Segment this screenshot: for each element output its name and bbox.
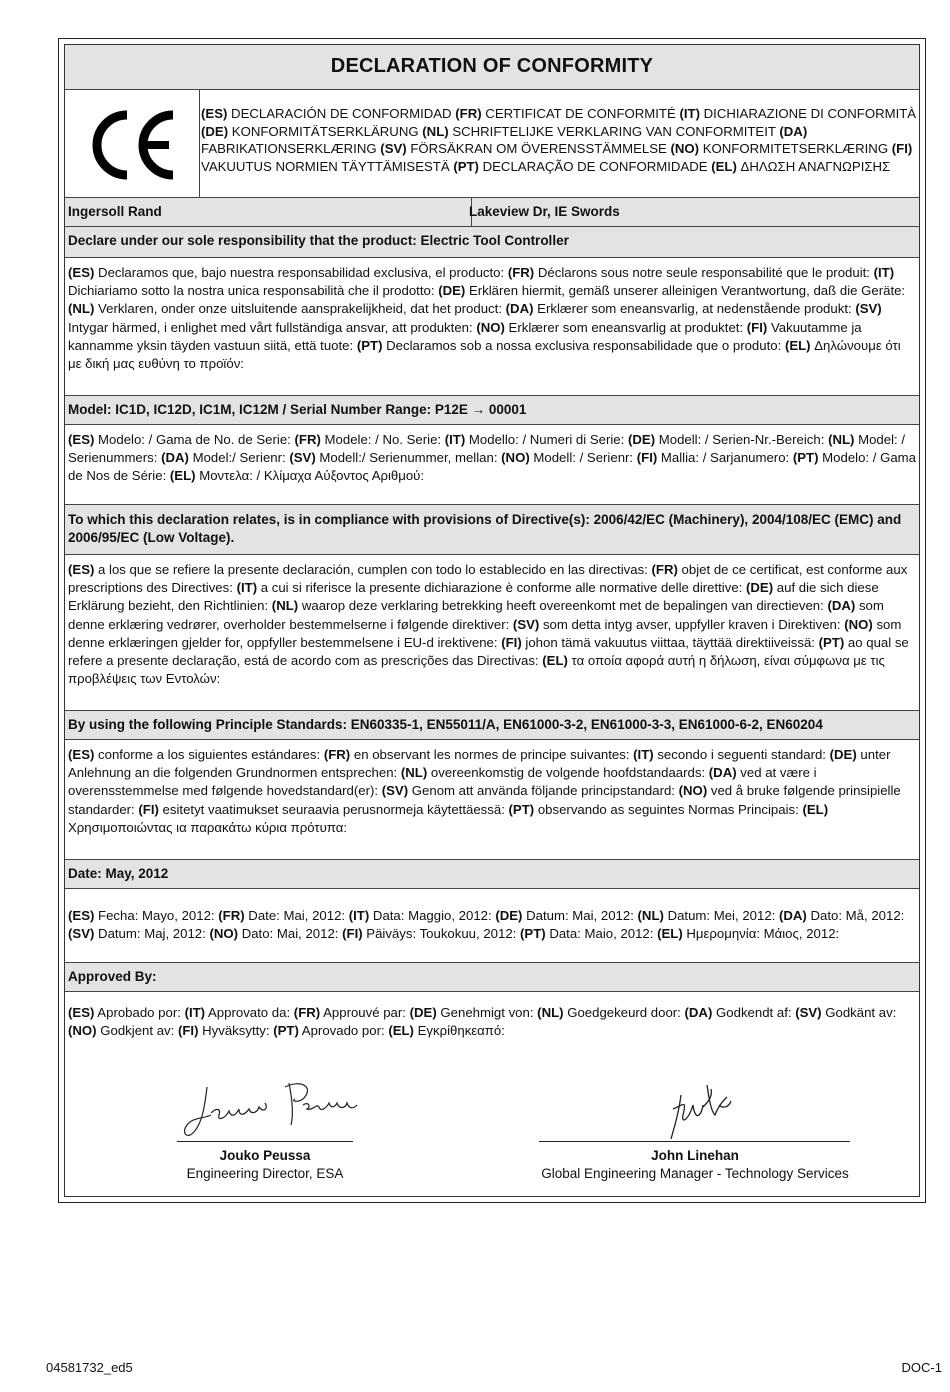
translation-text: Model: / Serienummers: (68, 432, 906, 466)
translation-text: DICHIARAZIONE DI CONFORMITÀ (699, 106, 917, 121)
translation-text: Déclarons sous notre seule responsabilité que le produit: (534, 265, 874, 280)
language-code: (NL) (68, 301, 95, 317)
language-code: (ES) (68, 432, 95, 447)
language-code: (FI) (342, 926, 363, 942)
translation-text: Hyväksytty: (198, 1023, 274, 1039)
translation-text: Fecha: Mayo, 2012: (94, 908, 219, 923)
language-code: (FI) (501, 634, 522, 650)
language-code: (IT) (236, 580, 258, 596)
language-code: (FI) (138, 801, 159, 817)
language-code: (ES) (201, 106, 228, 121)
language-code: (DA) (778, 908, 807, 923)
document-title: DECLARATION OF CONFORMITY (65, 45, 919, 89)
language-code: (PT) (818, 634, 845, 650)
translation-text: Godkendt af: (712, 1005, 796, 1020)
translation-text: Intygar härmed, i enlighet med vårt fullständiga ansvar, att produkten: (68, 319, 477, 335)
language-code: (IT) (444, 432, 466, 447)
signatory-title: Engineering Director, ESA (186, 1166, 344, 1181)
language-code: (DE) (829, 747, 857, 762)
company-row (65, 197, 919, 226)
ce-mark-cell (65, 90, 200, 197)
translation-text: FÖRSÄKRAN OM ÖVERENSSTÄMMELSE (406, 141, 671, 157)
ce-mark-icon (65, 90, 199, 198)
language-code: (NO) (476, 319, 505, 335)
translation-text: Ημερομηνία: Μάιος, 2012: (682, 926, 840, 942)
translation-text: Εγκρίθηκεαπό: (413, 1023, 505, 1039)
language-code: (DE) (409, 1005, 437, 1020)
language-code: (ES) (68, 908, 95, 923)
language-code: (PT) (453, 158, 479, 174)
translation-text: Modell: / Serienr: (529, 450, 637, 466)
translation-text: Vakuutamme ja kannamme yksin täyden vastuun siitä, että tuote: (68, 319, 862, 353)
language-code: (SV) (68, 926, 95, 942)
translation-text: a cui si riferisce la presente dichiarazione è conforme alle normative delle direttive: (257, 580, 746, 596)
language-code: (PT) (520, 926, 546, 942)
language-code: (FR) (294, 432, 321, 447)
translation-text: FABRIKATIONSERKLÆRING (201, 141, 381, 157)
translation-text: Dato: Må, 2012: (806, 908, 905, 923)
language-code: (NL) (271, 598, 299, 614)
translation-text: τα οποία αφορά αυτή η δήλωση, είναι σύμφωνα με τις προβλέψεις των Εντολών: (68, 653, 885, 687)
language-code: (PT) (792, 450, 819, 466)
translation-text: Modell:/ Serienummer, mellan: (315, 450, 502, 466)
language-code: (NO) (670, 141, 700, 157)
language-code: (EL) (657, 926, 683, 942)
translation-text: som denne erklæring vedrører, overholder bestemmelserne i følgende direktiver: (68, 598, 884, 632)
translation-text: auf die sich diese Erklärung bezieht, den Richtlinien: (68, 580, 879, 614)
language-code: (DA) (779, 123, 808, 139)
translation-text: DECLARAÇÃO DE CONFORMIDADE (478, 158, 712, 174)
approved-heading: Approved By: (65, 962, 919, 991)
directive-translations (65, 554, 919, 710)
declaration-table (64, 44, 920, 1197)
signatory-name: Jouko Peussa (219, 1148, 311, 1163)
company-name: Ingersoll Rand (65, 198, 472, 231)
language-code: (DA) (684, 1005, 713, 1020)
language-code: (SV) (381, 783, 409, 799)
language-code: (FR) (455, 106, 482, 121)
language-code: (PT) (273, 1023, 299, 1039)
language-code: (EL) (802, 801, 829, 817)
translation-text: Aprobado por: (94, 1005, 185, 1020)
language-code: (FI) (746, 319, 768, 335)
language-code: (IT) (348, 908, 370, 923)
translation-text: en observant les normes de principe suivantes: (350, 747, 634, 762)
language-code: (SV) (855, 301, 882, 317)
translation-text: VAKUUTUS NORMIEN TÄYTTÄMISESTÄ (201, 158, 454, 174)
language-code: (EL) (388, 1023, 414, 1039)
language-code: (FR) (218, 908, 245, 923)
translation-text: Godkänt av: (821, 1005, 897, 1020)
translation-text: Approuvé par: (320, 1005, 410, 1020)
translation-text: Datum: Mai, 2012: (522, 908, 638, 923)
translation-text: SCHRIFTELIJKE VERKLARING VAN CONFORMITEIT (448, 123, 780, 139)
translation-text: secondo i seguenti standard: (653, 747, 830, 762)
language-code: (IT) (873, 265, 895, 280)
language-code: (IT) (633, 747, 654, 762)
translation-text: waarop deze verklaring betrekking heeft overeenkomt met de bepalingen van directieven: (298, 598, 828, 614)
translation-text: Erklærer som eneansvarlig, at nedenstående produkt: (533, 301, 856, 317)
translation-text: Erklären hiermit, gemäß unserer alleinigen Verantwortung, daß die Geräte: (465, 283, 906, 299)
language-code: (DE) (201, 123, 229, 139)
signatory-1 (125, 1147, 405, 1183)
language-code: (NL) (422, 123, 449, 139)
translation-text: unter Anlehnung an die folgenden Grundnormen entsprechen: (68, 747, 891, 781)
language-code: (FR) (293, 1005, 321, 1020)
model-translations (65, 424, 919, 504)
language-code: (NO) (678, 783, 708, 799)
translation-text: Modelo: / Gama de Nos de Série: (68, 450, 916, 484)
language-code: (DE) (438, 283, 466, 299)
translation-text: observando as seguintes Normas Principais: (534, 801, 803, 817)
translation-text: esitetyt vaatimukset seuraavia perusnormeja käytettäessä: (158, 801, 509, 817)
translation-text: DECLARACIÓN DE CONFORMIDAD (227, 106, 456, 121)
language-code: (PT) (508, 801, 535, 817)
translation-text: Χρησιμοποιώντας ια παρακάτω κύρια πρότυπα: (68, 819, 347, 835)
language-code: (ES) (68, 747, 95, 762)
language-code: (SV) (380, 141, 407, 157)
date-heading: Date: May, 2012 (65, 859, 919, 888)
language-code: (DE) (495, 908, 523, 923)
language-code: (NL) (400, 765, 428, 781)
translation-text: Μοντελα: / Κλίμαχα Αύξοντος Αριθμού: (195, 468, 425, 484)
language-code: (NL) (828, 432, 855, 447)
standards-translations (65, 739, 919, 859)
translation-text: Datum: Mei, 2012: (663, 908, 779, 923)
language-code: (NO) (844, 616, 873, 632)
language-code: (ES) (68, 1005, 95, 1020)
language-code: (PT) (356, 337, 383, 353)
translation-text: Genom att använda följande principstandard: (408, 783, 679, 799)
signature-jouko-peussa (177, 1073, 367, 1143)
translation-text: Declaramos que, bajo nuestra responsabilidad exclusiva, el producto: (94, 265, 508, 280)
language-code: (DA) (708, 765, 737, 781)
translation-text: CERTIFICAT DE CONFORMITÉ (481, 106, 680, 121)
language-code: (NL) (537, 1005, 564, 1020)
language-code: (DE) (746, 580, 774, 596)
translation-text: Dichiariamo sotto la nostra unica responsabilità che il prodotto: (68, 283, 439, 299)
language-code: (FI) (636, 450, 658, 466)
language-code: (FR) (507, 265, 535, 280)
language-code: (FI) (891, 141, 913, 157)
translation-text: Genehmigt von: (436, 1005, 538, 1020)
translation-text: Δηλώνουμε ότι με δική μας ευθύνη το προϊόν: (68, 337, 901, 372)
signature-john-linehan (653, 1075, 743, 1145)
translation-text: overeenkomstig de volgende hoofdstandaards: (427, 765, 709, 781)
standards-heading: By using the following Principle Standards: EN60335-1, EN55011/A, EN61000-3-2, EN61000-3-3, EN61000-6-2, EN60204 (65, 710, 919, 739)
translation-text: a los que se refiere la presente declaración, cumplen con todo lo establecido en las directivas: (94, 562, 652, 577)
translation-text: Date: Mai, 2012: (244, 908, 349, 923)
translation-text: Approvato da: (205, 1005, 294, 1020)
translation-text: Verklaren, onder onze uitsluitende aansprakelijkheid, dat het product: (94, 301, 506, 317)
language-code: (NL) (637, 908, 664, 923)
language-code: (NO) (68, 1023, 97, 1039)
language-code: (DA) (161, 450, 189, 466)
model-heading: Model: IC1D, IC12D, IC1M, IC12M / Serial Number Range: P12E → 00001 (65, 395, 919, 424)
language-code: (EL) (542, 653, 568, 669)
language-code: (EL) (711, 158, 737, 174)
translation-text: Datum: Maj, 2012: (94, 926, 210, 942)
translation-text: ΔΗΛΩΣΗ ΑΝΑΓΝΩΡΙΣΗΣ (736, 158, 891, 174)
translation-text: Godkjent av: (96, 1023, 178, 1039)
language-code: (FR) (651, 562, 678, 577)
language-code: (SV) (795, 1005, 822, 1020)
translation-text: Mallia: / Sarjanumero: (657, 450, 793, 466)
language-code: (FR) (323, 747, 351, 762)
language-code: (IT) (184, 1005, 206, 1020)
language-code: (IT) (679, 106, 700, 121)
translation-text: objet de ce certificat, est conforme aux prescriptions des Directives: (68, 562, 908, 596)
translation-text: Modelo: / Gama de No. de Serie: (94, 432, 295, 447)
signature-line-1 (177, 1141, 353, 1142)
language-code: (NO) (501, 450, 530, 466)
language-code: (ES) (68, 562, 95, 577)
language-code: (FI) (177, 1023, 199, 1039)
translation-text: KONFORMITÄTSERKLÄRUNG (228, 123, 423, 139)
signature-line-2 (539, 1141, 850, 1142)
signatory-title: Global Engineering Manager - Technology Services (541, 1166, 849, 1181)
translation-text: som detta intyg avser, uppfyller kraven i Direktiven: (539, 616, 845, 632)
translation-text: Data: Maggio, 2012: (369, 908, 496, 923)
language-code: (SV) (289, 450, 316, 466)
translation-text: ved at være i overensstemmelse med følgende hovedstandard(er): (68, 765, 817, 799)
translation-text: Erklærer som eneansvarlig at produktet: (504, 319, 747, 335)
translation-text: KONFORMITETSERKLÆRING (699, 141, 892, 157)
translation-text: Päiväys: Toukokuu, 2012: (362, 926, 521, 942)
translation-text: Modello: / Numeri di Serie: (465, 432, 628, 447)
translation-text: Data: Maio, 2012: (545, 926, 658, 942)
translation-text: Goedgekeurd door: (563, 1005, 685, 1020)
company-address: Lakeview Dr, IE Swords (469, 204, 620, 219)
language-code: (DA) (505, 301, 534, 317)
language-titles (201, 90, 917, 175)
translation-text: ao qual se refere a presente declaração, está de acordo com as prescrições das Directivas: (68, 634, 909, 669)
declare-translations (65, 257, 919, 395)
translation-text: Declaramos sob a nossa exclusiva responsabilidade que o produto: (382, 337, 785, 353)
language-code: (ES) (68, 265, 95, 280)
translation-text: ved å bruke følgende prinsipielle standarder: (68, 783, 901, 817)
translation-text: som denne erklæringen gjelder for, oppfyller bestemmelsene i EU-d irektivene: (68, 616, 902, 650)
translation-text: johon tämä vakuutus viittaa, täyttää direktiiveissä: (521, 634, 819, 650)
declare-heading: Declare under our sole responsibility that the product: Electric Tool Controller (65, 226, 919, 257)
signatory-2 (495, 1147, 895, 1183)
translation-text: Modele: / No. Serie: (320, 432, 445, 447)
directive-heading: To which this declaration relates, is in compliance with provisions of Directive(s): 2006/42/EC (Machinery), 2004/108/EC (EMC) and 2006/95/EC (Low Voltage). (65, 504, 919, 554)
language-code: (DE) (627, 432, 656, 447)
translation-text: Aprovado por: (298, 1023, 389, 1039)
translation-text: Dato: Mai, 2012: (238, 926, 343, 942)
language-code: (EL) (169, 468, 196, 484)
document-number: 04581732_ed5 (46, 1360, 133, 1375)
language-code: (EL) (784, 337, 811, 353)
language-code: (SV) (512, 616, 540, 632)
translation-text: Model:/ Serienr: (188, 450, 290, 466)
ce-header-row (65, 89, 919, 197)
page-label: DOC-1 (901, 1360, 942, 1375)
translation-text: conforme a los siguientes estándares: (94, 747, 324, 762)
document-frame (58, 38, 926, 1203)
language-code: (NO) (209, 926, 239, 942)
date-translations (65, 888, 919, 962)
language-code: (DA) (827, 598, 856, 614)
translation-text: Modell: / Serien-Nr.-Bereich: (655, 432, 829, 447)
signatory-name: John Linehan (651, 1148, 739, 1163)
